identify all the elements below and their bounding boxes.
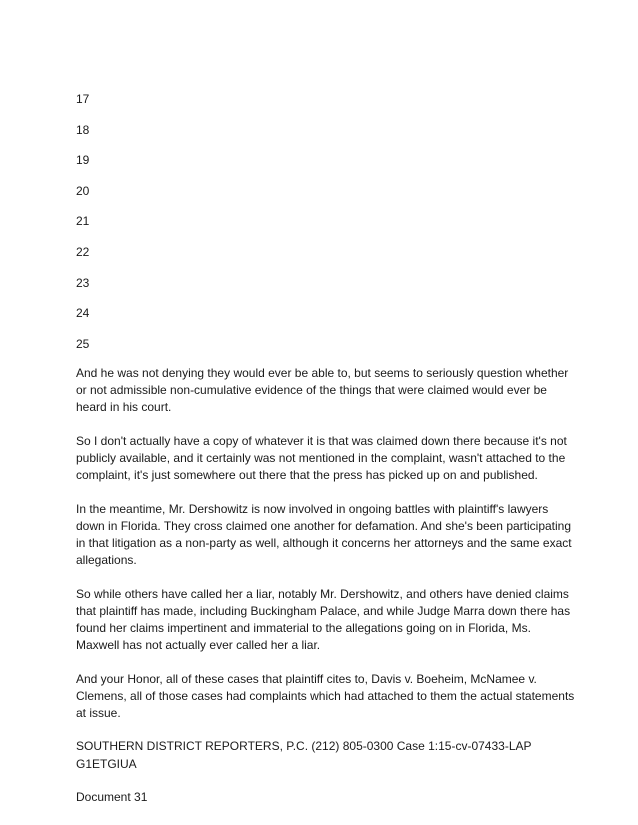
transcript-body	[76, 365, 576, 822]
line-number: 22	[76, 244, 90, 259]
line-number: 23	[76, 275, 90, 290]
transcript-paragraph: So I don't actually have a copy of whatever it is that was claimed down there because it's not publicly available, and it certainly was not mentioned in the complaint, wasn't attached to the complaint, it's just somewhere out there that the press has picked up on and published.	[76, 433, 567, 483]
reporter-footer: SOUTHERN DISTRICT REPORTERS, P.C. (212) 805-0300 Case 1:15-cv-07433-LAP G1ETGIUA	[76, 739, 532, 771]
line-number: 19	[76, 153, 90, 168]
line-number: 24	[76, 306, 90, 321]
document-number: Document 31	[76, 789, 148, 804]
line-number: 21	[76, 214, 90, 229]
transcript-paragraph: In the meantime, Mr. Dershowitz is now involved in ongoing battles with plaintiff's lawyers down in Florida. They cross claimed one another for defamation. And she's been participating in that litigation as a non-party as well, although it concerns her attorneys and the same exact allegations.	[76, 501, 572, 568]
line-number: 25	[76, 336, 90, 351]
line-number-column	[76, 91, 89, 366]
line-number: 18	[76, 122, 90, 137]
transcript-paragraph: So while others have called her a liar, notably Mr. Dershowitz, and others have denied claims that plaintiff has made, including Buckingham Palace, and while Judge Marra down there has found her claims impertinent and immaterial to the allegations going on in Florida, Ms. Maxwell has not actually ever called her a liar.	[76, 586, 571, 653]
transcript-paragraph: And he was not denying they would ever be able to, but seems to seriously question whether or not admissible non-cumulative evidence of the things that were claimed would ever be heard in his court.	[76, 366, 569, 415]
line-number: 20	[76, 183, 90, 198]
line-number: 17	[76, 92, 90, 106]
transcript-paragraph: And your Honor, all of these cases that plaintiff cites to, Davis v. Boeheim, McNamee v. Clemens, all of those cases had complaints which had attached to them the actual statements at issue.	[76, 671, 575, 720]
